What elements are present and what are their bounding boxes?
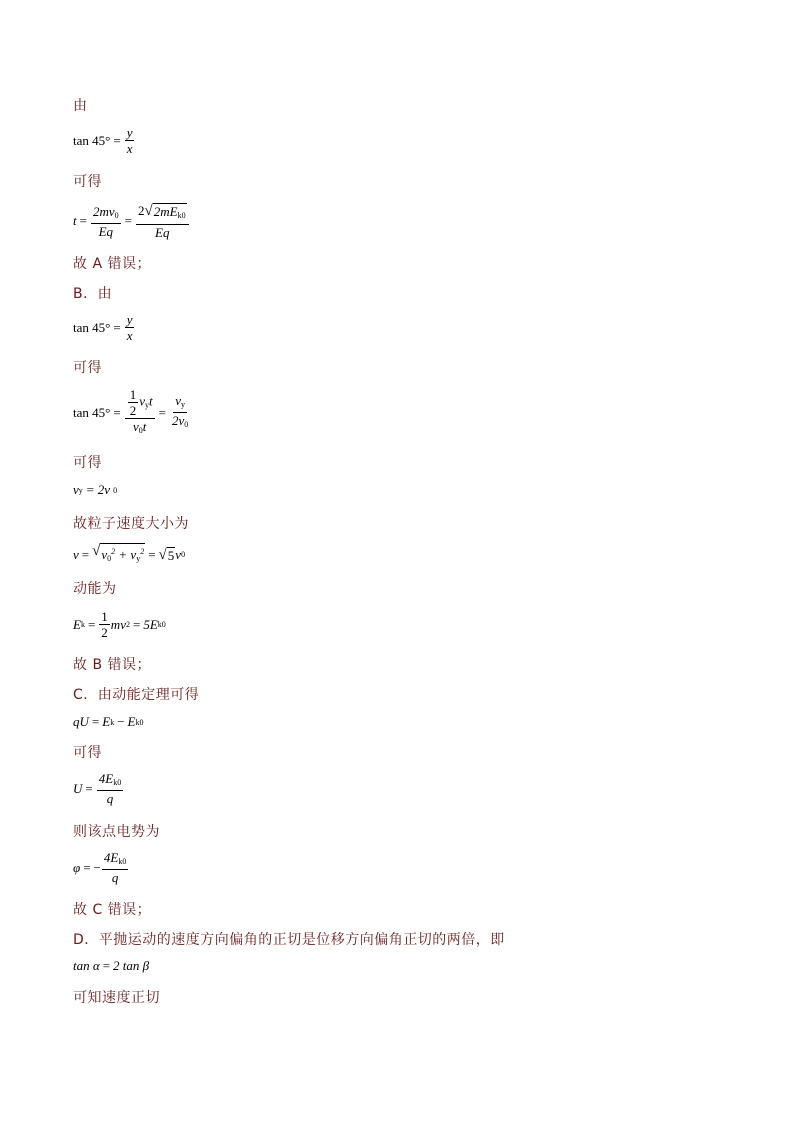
numerator: [125, 388, 155, 419]
fraction-4ek0-over-q: [97, 772, 123, 805]
numerator: y: [126, 125, 133, 140]
term: 4E: [103, 850, 119, 865]
text-speed-tangent: 可知速度正切: [73, 990, 160, 1006]
subscript: k0: [113, 778, 122, 787]
tan45-label: tan 45°: [73, 404, 111, 420]
eq-sign: =: [79, 213, 87, 228]
coef: 2: [137, 203, 145, 218]
radical-sign: √: [92, 543, 101, 559]
equation-time: [73, 203, 190, 239]
eq-sign: =: [113, 404, 121, 420]
denominator: Eq: [98, 223, 114, 239]
term: 2mE: [153, 204, 178, 219]
subscript: 0: [107, 554, 112, 563]
equation-vy: [73, 482, 117, 498]
plus: +: [118, 547, 128, 562]
eq-sign: =: [83, 859, 91, 875]
numerator: [91, 205, 121, 224]
text-kinetic: 动能为: [73, 581, 117, 597]
var-t: t: [148, 393, 153, 409]
var-v: v: [139, 393, 145, 409]
radicand: [153, 203, 187, 223]
fraction-half: [128, 388, 139, 417]
eq-sign: =: [85, 780, 93, 796]
text-c-wrong: 故 C 错误；: [73, 902, 152, 918]
numerator: y: [126, 312, 133, 327]
subscript: y: [144, 400, 149, 410]
eq-sign: =: [158, 404, 166, 420]
text-potential: 则该点电势为: [73, 824, 160, 840]
subscript: 0: [181, 550, 186, 559]
var-v: v: [132, 419, 139, 434]
fraction-sqrt-over-eq: [136, 203, 189, 239]
numerator: [97, 772, 123, 791]
var-phi: φ: [73, 859, 81, 875]
eq-sign: =: [81, 546, 90, 562]
radical-sign: √: [158, 546, 167, 563]
var-v: v: [73, 546, 79, 562]
fraction-half: [99, 610, 110, 639]
text-kede-3: 可得: [73, 455, 102, 471]
term: tan α: [73, 958, 100, 973]
equation-phi: [73, 851, 129, 884]
text-b-you: B．由: [73, 286, 113, 302]
var-t: t: [73, 213, 77, 228]
text-a-wrong: 故 A 错误；: [73, 256, 151, 272]
var-m: m: [110, 616, 121, 632]
eq-sign: =: [148, 546, 156, 562]
equation-qu: [73, 714, 143, 730]
equation-speed: [73, 543, 185, 566]
subscript: 0: [113, 485, 118, 495]
denominator: [131, 419, 148, 437]
subscript: k0: [118, 857, 127, 866]
var-e: E: [73, 616, 81, 632]
tan45-label: tan 45°: [73, 132, 111, 148]
denominator: q: [111, 870, 119, 885]
sqrt: [92, 543, 145, 566]
text-kede-1: 可得: [73, 174, 102, 190]
radicand: $v_0^2 + v_y^2$: [100, 543, 145, 566]
fraction-y-over-x: [125, 126, 135, 155]
var-v: v: [130, 547, 137, 562]
subscript: 0: [184, 420, 189, 429]
text-d-statement: D．平抛运动的速度方向偏角的正切是位移方向偏角正切的两倍，即: [73, 932, 505, 948]
text-kede-2: 可得: [73, 360, 102, 376]
radicand: 5: [167, 547, 175, 563]
var-v: v: [175, 393, 181, 408]
fraction-complex: [125, 388, 155, 437]
eq-sign: =: [91, 714, 100, 729]
subscript: 0: [114, 210, 119, 220]
var-v: v: [101, 547, 108, 562]
numerator: [136, 203, 189, 225]
equation-kinetic: E k = $\frac{1}{2}$ m v 2 = 5E k0: [73, 609, 166, 640]
denominator: x: [126, 141, 133, 156]
text-speed: 故粒子速度大小为: [73, 516, 189, 532]
numerator: [173, 394, 187, 413]
numerator: [102, 851, 128, 870]
var-v: v: [120, 616, 126, 632]
var-t: t: [142, 419, 147, 434]
term: 2mv: [92, 203, 115, 219]
fraction-4ek0-over-q: [102, 851, 128, 884]
var-v: v: [175, 546, 182, 562]
equation-u: [73, 772, 124, 805]
text-kede-4: 可得: [73, 745, 102, 761]
subscript: y: [78, 485, 83, 495]
subscript: k0: [135, 717, 144, 727]
fraction-y-over-x: [125, 313, 135, 342]
term: 2v: [171, 413, 185, 428]
denominator: q: [106, 791, 114, 806]
subscript: k0: [177, 211, 186, 220]
tan45-label: tan 45°: [73, 319, 111, 335]
subscript: 0: [138, 426, 143, 435]
denominator: 2: [129, 403, 137, 418]
eq-sign: =: [87, 616, 96, 632]
subscript: y: [136, 554, 141, 563]
numerator: 1: [129, 387, 137, 402]
term: 5E: [143, 616, 158, 632]
sqrt: [144, 203, 186, 223]
rhs: = 2v: [85, 482, 111, 497]
subscript: y: [180, 400, 185, 409]
var-v: v: [73, 482, 79, 497]
eq-sign: =: [124, 213, 132, 228]
text-c-theorem: C．由动能定理可得: [73, 687, 200, 703]
equation-tan45-1: [73, 126, 135, 155]
subscript: k: [110, 717, 115, 727]
denominator: x: [126, 328, 133, 343]
eq-sign: =: [113, 319, 121, 335]
radical-sign: √: [144, 203, 153, 219]
var-u: U: [73, 780, 83, 796]
sqrt-5: [159, 547, 176, 563]
equation-tan-alpha: [73, 958, 149, 974]
text-you: 由: [73, 98, 88, 114]
eq-sign: =: [132, 616, 141, 632]
term: qU: [73, 714, 89, 729]
equation-tan45-3: [73, 388, 191, 437]
subscript: k: [80, 620, 85, 629]
denominator: [170, 413, 190, 431]
subscript: k0: [157, 620, 166, 629]
denominator: 2: [101, 625, 108, 640]
var-e: E: [102, 714, 111, 729]
text-b-wrong: 故 B 错误；: [73, 657, 152, 673]
term: 4E: [98, 771, 114, 786]
equation-tan45-2: [73, 313, 135, 342]
fraction-vy-over-2v0: [170, 394, 190, 431]
numerator: 1: [101, 609, 108, 624]
fraction-2mv0-over-eq: [91, 205, 121, 238]
eq-sign: =: [113, 132, 121, 148]
denominator: Eq: [155, 225, 170, 240]
minus: −: [117, 714, 125, 729]
var-e: E: [127, 714, 136, 729]
minus: −: [93, 859, 101, 875]
eq-sign: =: [102, 958, 111, 973]
term: 2 tan β: [113, 958, 150, 973]
